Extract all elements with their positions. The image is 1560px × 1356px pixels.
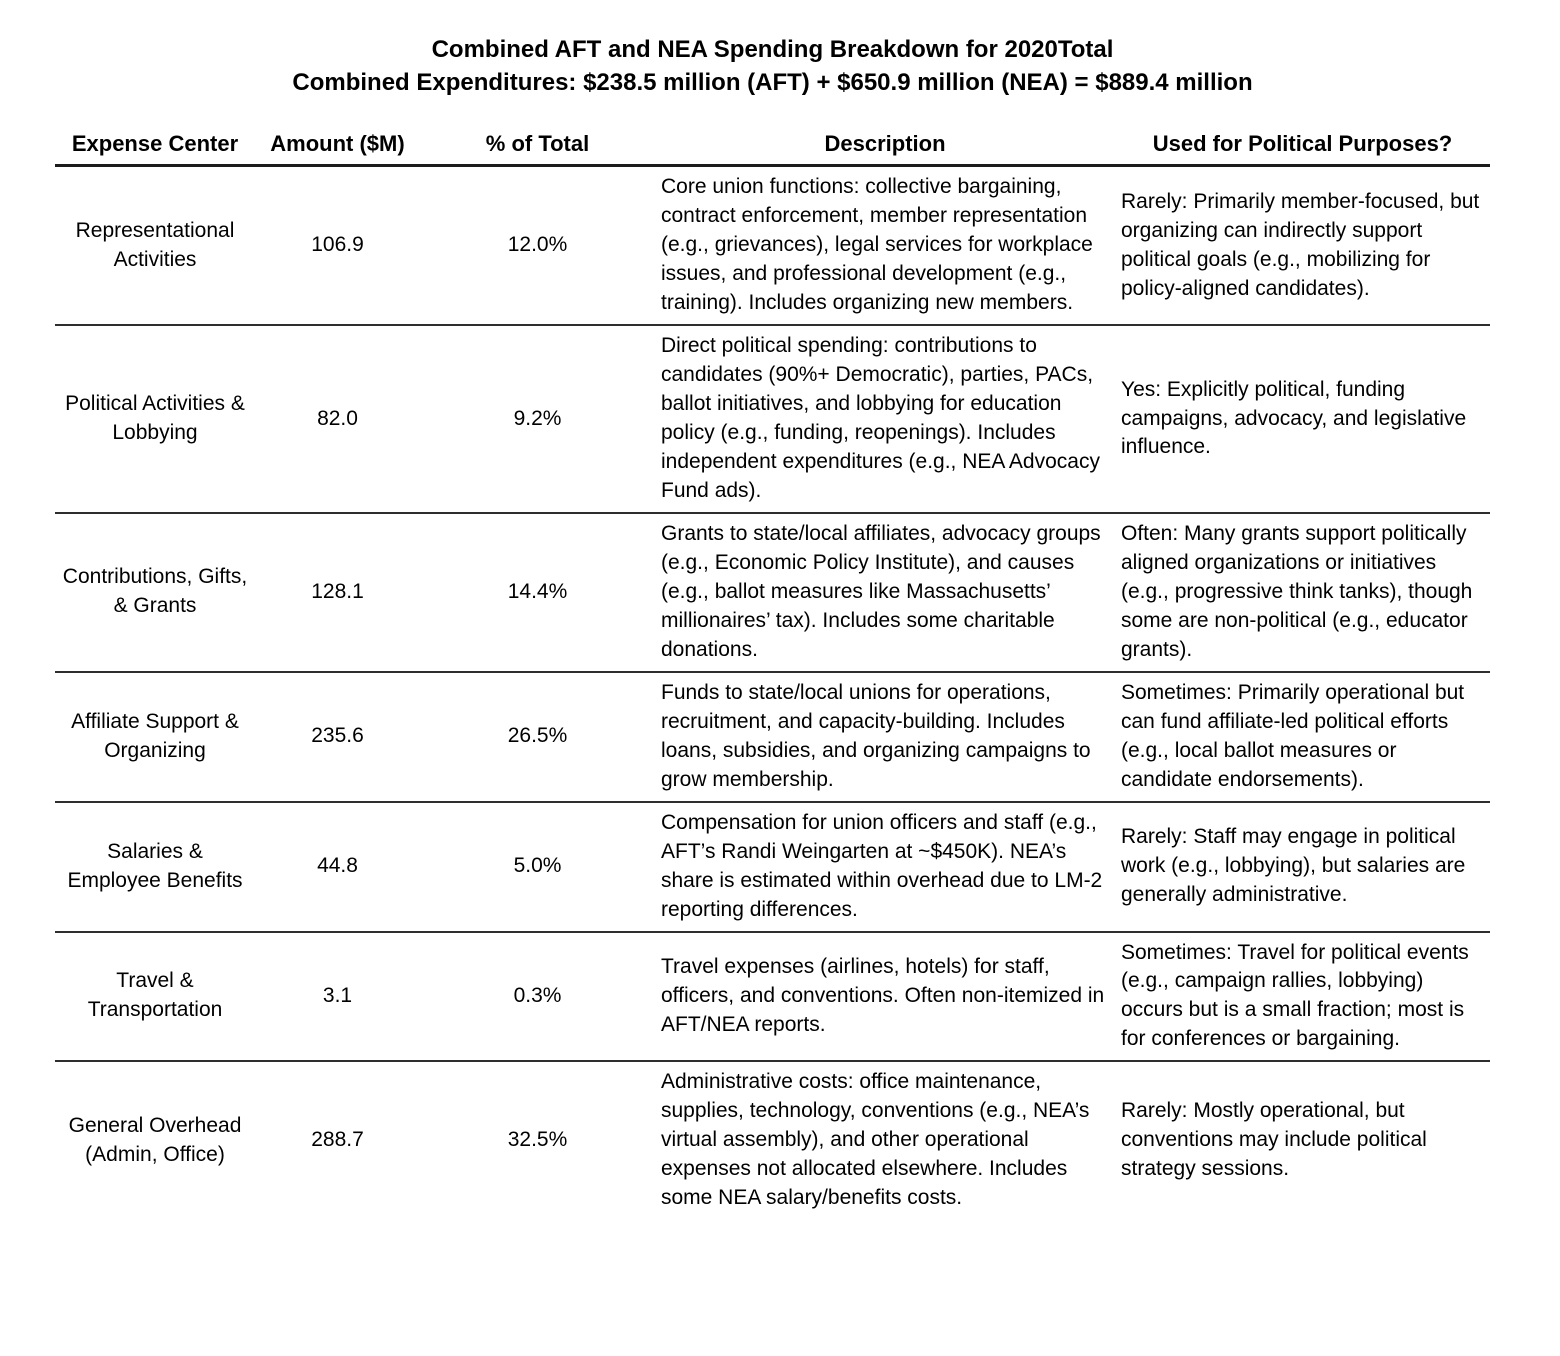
table-row-general-overhead <box>55 1061 1490 1219</box>
cell-expense-center: Representational Activities <box>55 166 255 325</box>
cell-pct: 9.2% <box>420 325 655 513</box>
cell-expense-center: Affiliate Support & Organizing <box>55 672 255 802</box>
table-row-political-activities <box>55 325 1490 513</box>
cell-pct: 5.0% <box>420 802 655 932</box>
document-title <box>55 34 1490 99</box>
title-line-2: Combined Expenditures: $238.5 million (AFT) + $650.9 million (NEA) = $889.4 million <box>292 68 1253 96</box>
cell-description: Travel expenses (airlines, hotels) for staff, officers, and conventions. Often non-itemized in AFT/NEA reports. <box>655 932 1115 1062</box>
table-row-travel-transportation <box>55 932 1490 1062</box>
header-amount: Amount ($M) <box>255 129 420 166</box>
table-row-contributions-gifts-grants <box>55 513 1490 672</box>
cell-political: Sometimes: Travel for political events (e.g., campaign rallies, lobbying) occurs but is a small fraction; most is for conferences or bargaining. <box>1115 932 1490 1062</box>
cell-description: Core union functions: collective bargaining, contract enforcement, member representation (e.g., grievances), legal services for workplace issues, and professional development (e.g., training). Includes organizing new members. <box>655 166 1115 325</box>
cell-amount: 82.0 <box>255 325 420 513</box>
cell-pct: 14.4% <box>420 513 655 672</box>
header-description: Description <box>655 129 1115 166</box>
table-row-salaries-benefits <box>55 802 1490 932</box>
cell-amount: 106.9 <box>255 166 420 325</box>
title-line-1: Combined AFT and NEA Spending Breakdown for 2020Total <box>431 36 1114 63</box>
cell-pct: 26.5% <box>420 672 655 802</box>
cell-political: Rarely: Staff may engage in political work (e.g., lobbying), but salaries are generally administrative. <box>1115 802 1490 932</box>
spending-breakdown-table <box>55 129 1490 1219</box>
cell-political: Rarely: Primarily member-focused, but organizing can indirectly support political goals (e.g., mobilizing for policy-aligned candidates). <box>1115 166 1490 325</box>
table-row-affiliate-support <box>55 672 1490 802</box>
cell-description: Funds to state/local unions for operations, recruitment, and capacity-building. Includes loans, subsidies, and organizing campaigns to grow membership. <box>655 672 1115 802</box>
cell-political: Yes: Explicitly political, funding campaigns, advocacy, and legislative influence. <box>1115 325 1490 513</box>
cell-description: Direct political spending: contributions to candidates (90%+ Democratic), parties, PACs, ballot initiatives, and lobbying for education policy (e.g., funding, reopenings). Includes independent expenditures (e.g., NEA Advocacy Fund ads). <box>655 325 1115 513</box>
cell-pct: 0.3% <box>420 932 655 1062</box>
cell-amount: 128.1 <box>255 513 420 672</box>
cell-expense-center: General Overhead (Admin, Office) <box>68 1113 242 1166</box>
cell-description: Administrative costs: office maintenance, supplies, technology, conventions (e.g., NEA’s virtual assembly), and other operational expenses not allocated elsewhere. Includes some NEA salary/benefits costs. <box>661 1070 1090 1210</box>
header-expense-center: Expense Center <box>55 129 255 166</box>
cell-expense-center: Political Activities & Lobbying <box>55 325 255 513</box>
header-pct-of-total: % of Total <box>420 129 655 166</box>
cell-pct: 12.0% <box>420 166 655 325</box>
cell-amount: 288.7 <box>311 1128 364 1152</box>
cell-political: Sometimes: Primarily operational but can fund affiliate-led political efforts (e.g., local ballot measures or candidate endorsements). <box>1115 672 1490 802</box>
cell-description: Grants to state/local affiliates, advocacy groups (e.g., Economic Policy Institute), and causes (e.g., ballot measures like Massachusetts’ millionaires’ tax). Includes some charitable donations. <box>655 513 1115 672</box>
cell-amount: 3.1 <box>255 932 420 1062</box>
cell-expense-center: Contributions, Gifts, & Grants <box>55 513 255 672</box>
cell-political: Often: Many grants support politically aligned organizations or initiatives (e.g., progressive think tanks), though some are non-political (e.g., educator grants). <box>1115 513 1490 672</box>
table-header-row <box>55 129 1490 166</box>
cell-amount: 44.8 <box>255 802 420 932</box>
header-political-purposes: Used for Political Purposes? <box>1115 129 1490 166</box>
cell-political: Rarely: Mostly operational, but conventions may include political strategy sessions. <box>1121 1099 1427 1181</box>
cell-expense-center: Travel & Transportation <box>55 932 255 1062</box>
table-row-representational-activities <box>55 166 1490 325</box>
cell-pct: 32.5% <box>507 1128 568 1152</box>
cell-description: Compensation for union officers and staff (e.g., AFT’s Randi Weingarten at ~$450K). NEA’s share is estimated within overhead due to LM-2 reporting differences. <box>655 802 1115 932</box>
cell-amount: 235.6 <box>255 672 420 802</box>
cell-expense-center: Salaries & Employee Benefits <box>55 802 255 932</box>
